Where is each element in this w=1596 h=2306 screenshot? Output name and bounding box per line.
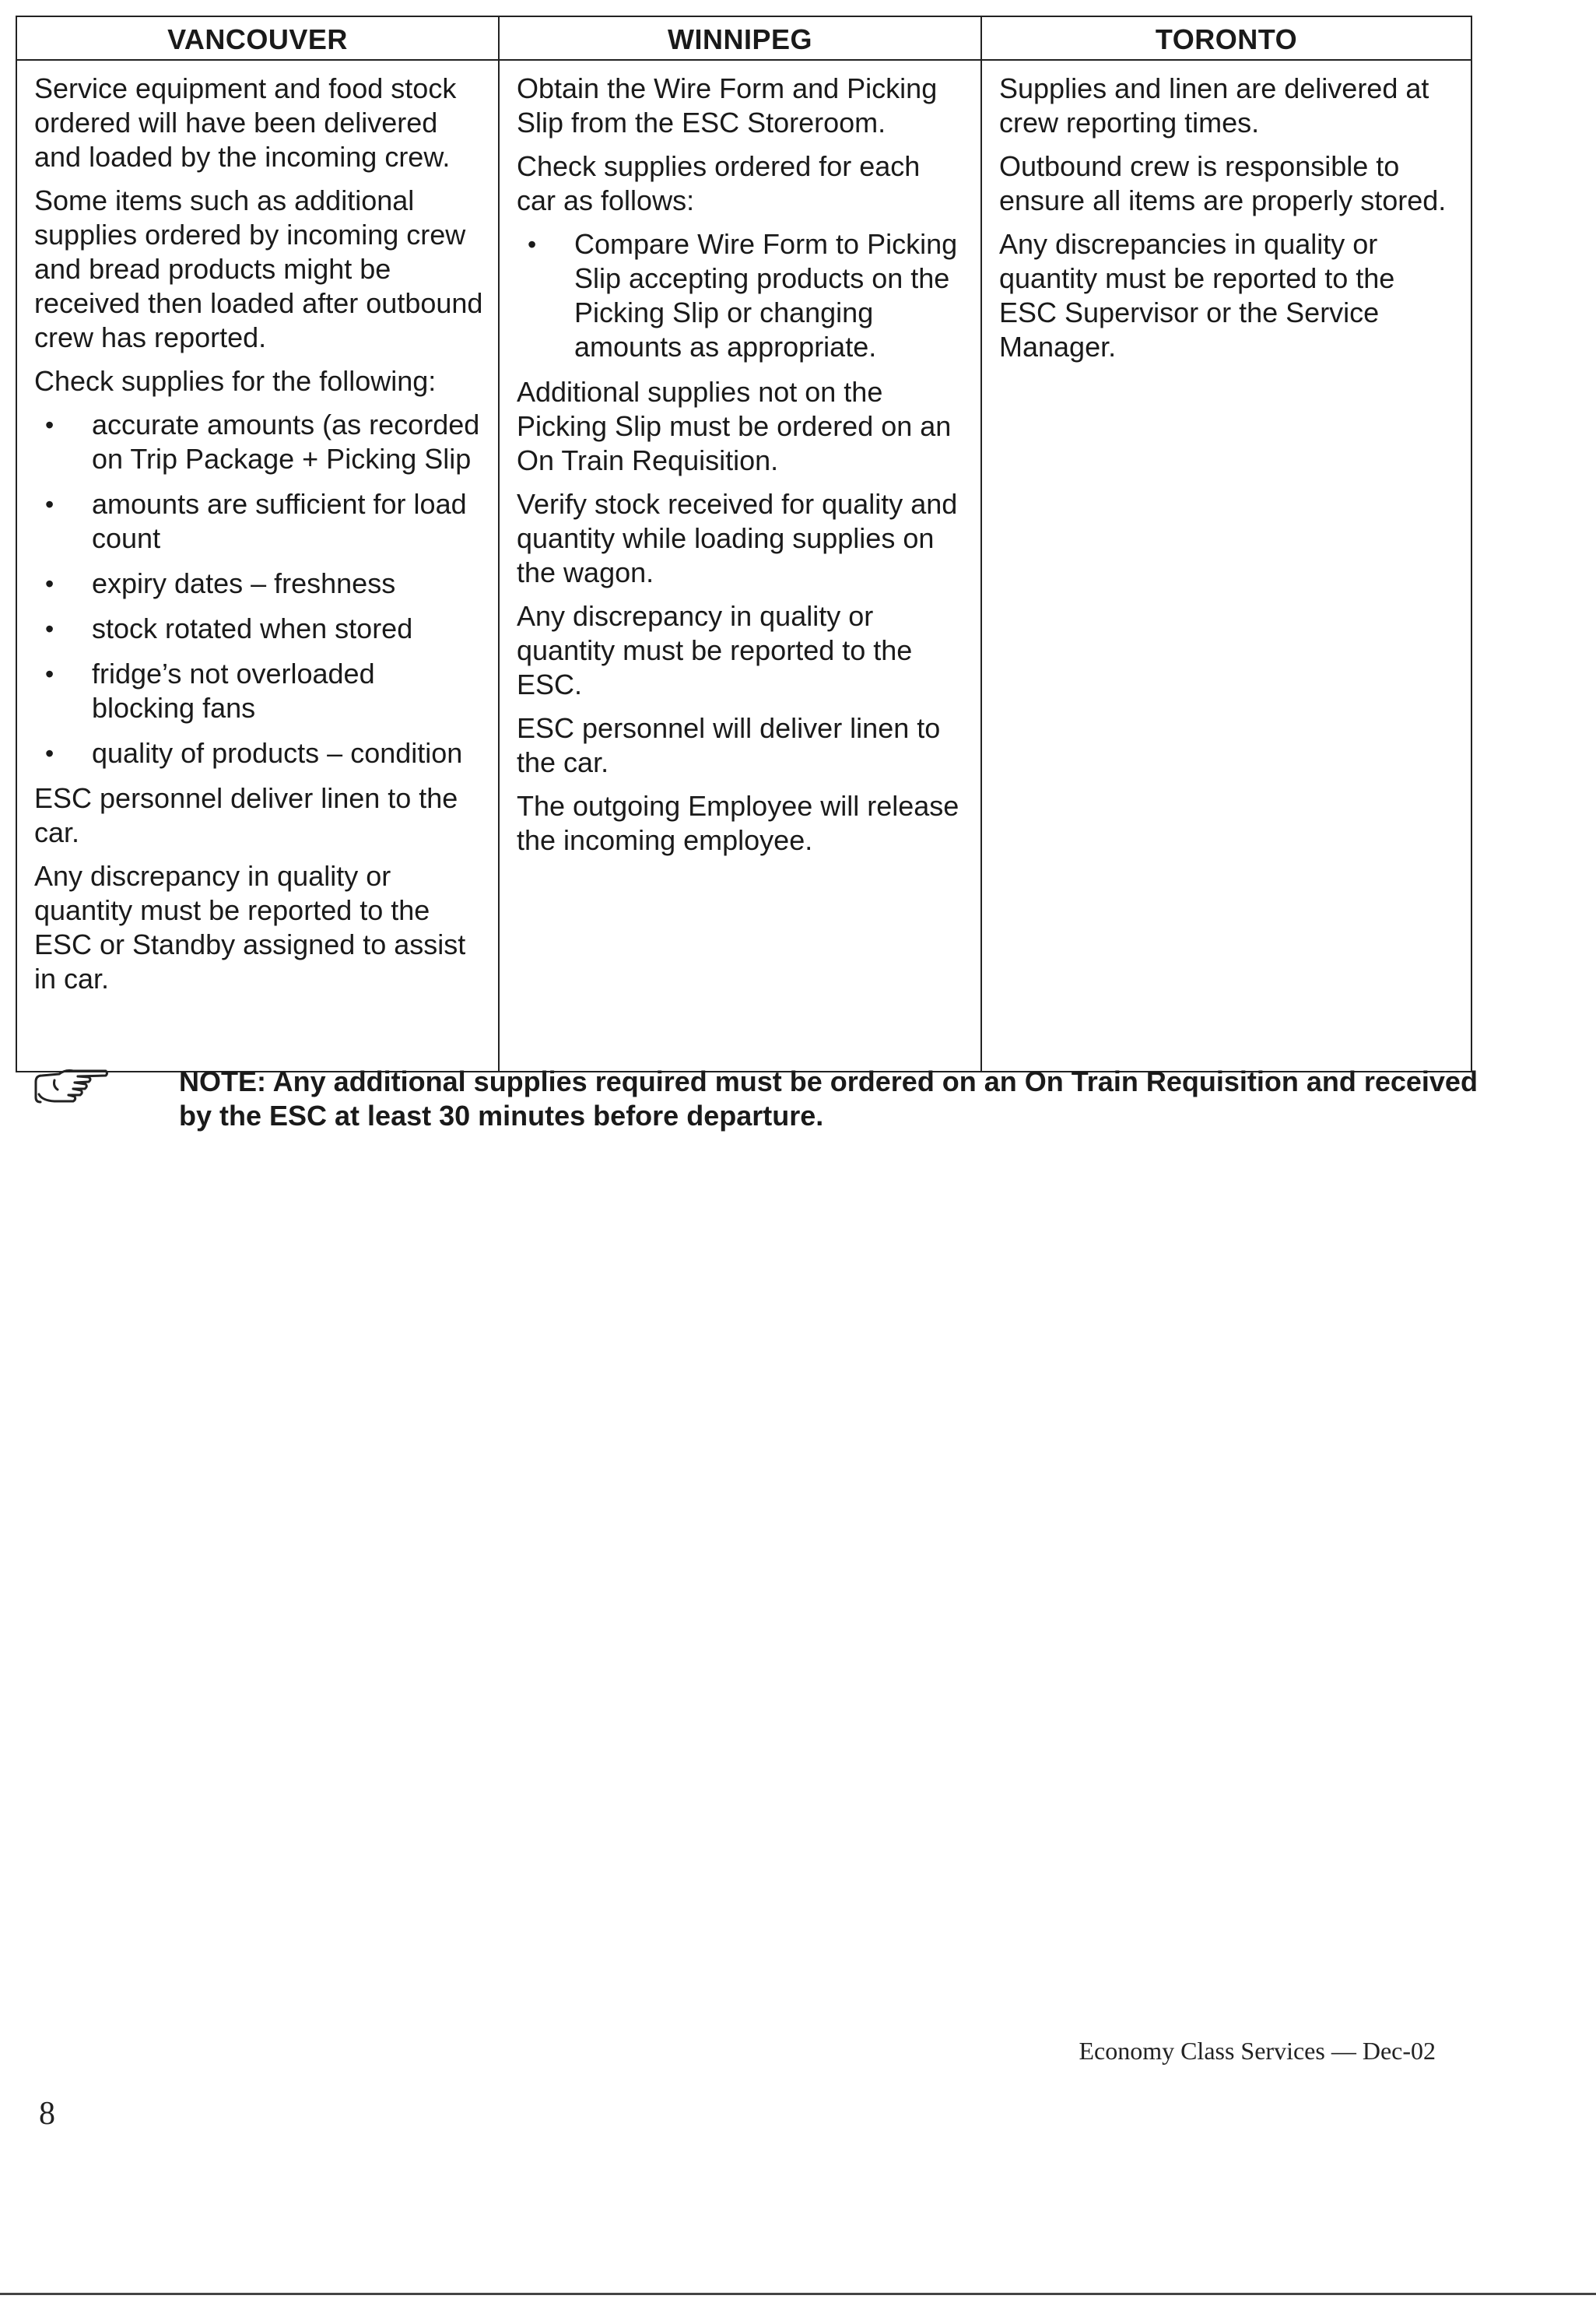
- cell-winnipeg: [499, 60, 981, 1072]
- winnipeg-para: Obtain the Wire Form and Picking Slip from the ESC Storeroom.: [517, 72, 938, 139]
- vancouver-para: Some items such as additional supplies ordered by incoming crew and bread products might be received then loaded after outbound crew has reported.: [34, 184, 483, 353]
- page-number: 8: [39, 2096, 55, 2132]
- bottom-rule: [0, 2293, 1596, 2295]
- table-header-row: [16, 16, 1471, 60]
- winnipeg-checklist: [517, 227, 966, 364]
- winnipeg-para: Check supplies ordered for each car as follows:: [517, 150, 921, 216]
- vancouver-para: Service equipment and food stock ordered will have been delivered and loaded by the incoming crew.: [34, 72, 457, 173]
- winnipeg-para: Additional supplies not on the Picking Slip must be ordered on an On Train Requisition.: [517, 376, 952, 476]
- toronto-para: Outbound crew is responsible to ensure all items are properly stored.: [999, 150, 1447, 216]
- list-item: • Compare Wire Form to Picking Slip accepting products on the Picking Slip or changing amounts as appropriate.: [517, 227, 966, 364]
- list-item: • quality of products – condition: [34, 736, 484, 770]
- header-winnipeg: WINNIPEG: [499, 16, 981, 60]
- winnipeg-para: The outgoing Employee will release the incoming employee.: [517, 790, 959, 856]
- vancouver-para: Any discrepancy in quality or quantity must be reported to the ESC or Standby assigned to assist in car.: [34, 860, 466, 995]
- pointing-hand-icon: [31, 1063, 109, 1118]
- list-item: • accurate amounts (as recorded on Trip Package + Picking Slip: [34, 408, 484, 476]
- list-item: • stock rotated when stored: [34, 612, 484, 646]
- toronto-para: Supplies and linen are delivered at crew reporting times.: [999, 72, 1429, 139]
- winnipeg-para: ESC personnel will deliver linen to the car.: [517, 712, 941, 778]
- city-procedures-table: [16, 16, 1472, 1072]
- list-item: • amounts are sufficient for load count: [34, 487, 484, 556]
- footer-title: Economy Class Services — Dec-02: [1079, 2037, 1436, 2065]
- note-block: [31, 1063, 1478, 1133]
- list-item: • expiry dates – freshness: [34, 567, 484, 601]
- list-item: • fridge’s not overloaded blocking fans: [34, 657, 484, 725]
- winnipeg-para: Any discrepancy in quality or quantity must be reported to the ESC.: [517, 600, 913, 700]
- cell-toronto: [981, 60, 1471, 1072]
- winnipeg-para: Verify stock received for quality and quantity while loading supplies on the wagon.: [517, 488, 958, 588]
- header-toronto: TORONTO: [981, 16, 1471, 60]
- cell-vancouver: [16, 60, 499, 1072]
- table-body-row: [16, 60, 1471, 1072]
- vancouver-para: ESC personnel deliver linen to the car.: [34, 782, 458, 848]
- toronto-para: Any discrepancies in quality or quantity must be reported to the ESC Supervisor or the Service Manager.: [999, 228, 1395, 363]
- header-vancouver: VANCOUVER: [16, 16, 499, 60]
- vancouver-checklist: [34, 408, 484, 770]
- note-text: NOTE: Any additional supplies required must be ordered on an On Train Requisition and received by the ESC at least 30 minutes before departure.: [179, 1065, 1478, 1132]
- vancouver-para: Check supplies for the following:: [34, 365, 437, 397]
